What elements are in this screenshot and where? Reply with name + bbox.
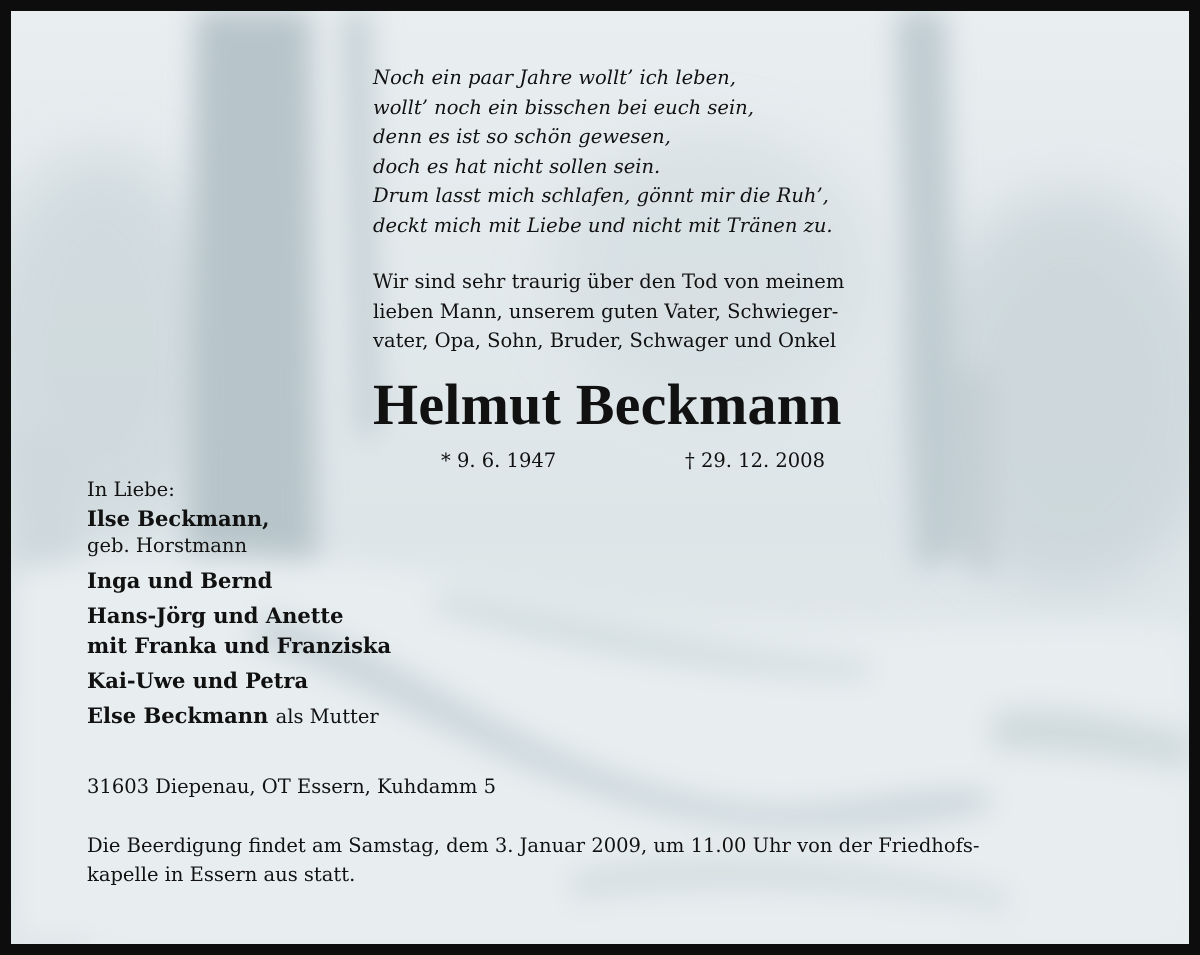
announcement-line: lieben Mann, unserem guten Vater, Schwieger- xyxy=(373,299,839,323)
notice-content xyxy=(11,11,1189,944)
poem-line: doch es hat nicht sollen sein. xyxy=(373,154,661,178)
mourner-family: mit Franka und Franziska xyxy=(87,633,392,658)
mourner-wife-maiden-name: geb. Horstmann xyxy=(87,534,248,557)
poem-line: denn es ist so schön gewesen, xyxy=(373,125,671,148)
mourner-wife: Ilse Beckmann, xyxy=(87,506,270,531)
poem-line: Noch ein paar Jahre wollt’ ich leben, xyxy=(373,66,736,89)
mourner-mother-role: als Mutter xyxy=(275,705,379,728)
mourner-family: Hans-Jörg und Anette xyxy=(87,603,344,628)
mourners-list xyxy=(87,476,391,732)
deceased-name: Helmut Beckmann xyxy=(373,372,842,437)
poem-line: wollt’ noch ein bisschen bei euch sein, xyxy=(373,95,754,119)
announcement-line: vater, Opa, Sohn, Bruder, Schwager und Onkel xyxy=(373,329,837,352)
funeral-line: Die Beerdigung findet am Samstag, dem 3. Januar 2009, um 11.00 Uhr von der Friedhofs- xyxy=(87,834,980,857)
funeral-line: kapelle in Essern aus statt. xyxy=(87,863,356,886)
mourner-mother xyxy=(87,701,391,732)
poem-line: deckt mich mit Liebe und nicht mit Tränen zu. xyxy=(373,213,833,237)
announcement-line: Wir sind sehr traurig über den Tod von meinem xyxy=(373,270,845,293)
memorial-poem xyxy=(373,63,833,240)
announcement-text xyxy=(373,267,844,356)
funeral-notice xyxy=(87,831,979,889)
mourner-family: Inga und Bernd xyxy=(87,568,273,593)
birth-date: * 9. 6. 1947 xyxy=(441,449,557,472)
mourners-lead: In Liebe: xyxy=(87,478,175,501)
death-date: † 29. 12. 2008 xyxy=(685,449,825,472)
mourner-family: Kai-Uwe und Petra xyxy=(87,668,309,693)
family-address: 31603 Diepenau, OT Essern, Kuhdamm 5 xyxy=(87,775,497,798)
mourner-mother-name: Else Beckmann xyxy=(87,703,269,728)
poem-line: Drum lasst mich schlafen, gönnt mir die Ruh’, xyxy=(373,184,829,207)
